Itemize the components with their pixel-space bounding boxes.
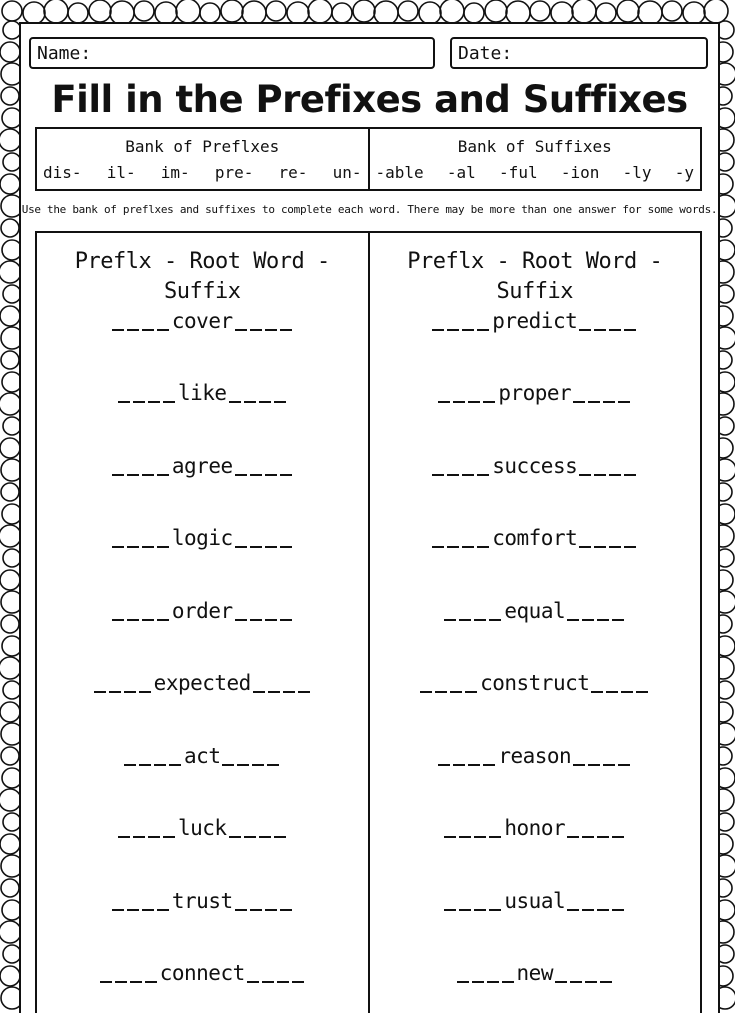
word-item <box>37 742 368 770</box>
root-word: expected <box>153 671 251 695</box>
suffix-blank[interactable] <box>235 619 293 621</box>
word-item <box>370 597 701 625</box>
suffix-item: -ion <box>560 163 600 182</box>
word-item <box>370 887 701 915</box>
word-item <box>37 379 368 407</box>
name-label: Name: <box>37 43 92 64</box>
suffix-item: -y <box>674 163 694 182</box>
word-item <box>37 814 368 842</box>
suffix-blank[interactable] <box>253 691 311 693</box>
prefix-blank[interactable] <box>124 764 182 766</box>
prefix-blank[interactable] <box>444 909 502 911</box>
suffix-blank[interactable] <box>229 401 287 403</box>
prefix-bank-items <box>43 163 362 183</box>
word-item <box>370 379 701 407</box>
instructions: Use the bank of preflxes and suffixes to complete each word. There may be more than one answer for some words. <box>21 203 718 216</box>
prefix-blank[interactable] <box>112 909 170 911</box>
suffix-blank[interactable] <box>235 909 293 911</box>
suffix-blank[interactable] <box>222 764 280 766</box>
suffix-blank[interactable] <box>591 691 649 693</box>
root-word: equal <box>504 599 566 623</box>
word-item <box>37 307 368 335</box>
root-word: order <box>171 599 233 623</box>
root-word: like <box>177 381 227 405</box>
prefix-blank[interactable] <box>432 329 490 331</box>
prefix-blank[interactable] <box>112 329 170 331</box>
suffix-bank-heading: Bank of Suffixes <box>457 137 612 156</box>
root-word: agree <box>171 454 233 478</box>
suffix-bank <box>368 129 701 189</box>
word-item <box>37 887 368 915</box>
prefix-blank[interactable] <box>118 401 176 403</box>
word-item <box>37 959 368 987</box>
prefix-blank[interactable] <box>420 691 478 693</box>
suffix-blank[interactable] <box>229 836 287 838</box>
prefix-blank[interactable] <box>112 546 170 548</box>
prefix-item: re- <box>278 163 308 182</box>
word-item <box>370 959 701 987</box>
word-item <box>370 452 701 480</box>
suffix-blank[interactable] <box>235 329 293 331</box>
root-word: cover <box>171 309 233 333</box>
word-item <box>37 452 368 480</box>
suffix-blank[interactable] <box>579 474 637 476</box>
word-item <box>370 524 701 552</box>
word-item <box>370 669 701 697</box>
root-word: honor <box>504 816 566 840</box>
root-word: logic <box>171 526 233 550</box>
root-word: act <box>184 744 221 768</box>
root-word: connect <box>159 961 245 985</box>
prefix-blank[interactable] <box>94 691 152 693</box>
suffix-bank-items <box>376 163 695 183</box>
word-item <box>37 669 368 697</box>
root-word: luck <box>177 816 227 840</box>
suffix-blank[interactable] <box>579 546 637 548</box>
root-word: trust <box>171 889 233 913</box>
root-word: reason <box>498 744 572 768</box>
prefix-item: pre- <box>214 163 254 182</box>
prefix-blank[interactable] <box>432 546 490 548</box>
root-word: usual <box>504 889 566 913</box>
suffix-blank[interactable] <box>247 981 305 983</box>
prefix-item: dis- <box>43 163 82 182</box>
suffix-blank[interactable] <box>567 836 625 838</box>
suffix-item: -al <box>446 163 476 182</box>
date-label: Date: <box>458 43 513 64</box>
suffix-blank[interactable] <box>567 909 625 911</box>
right-column-heading: Preflx - Root Word - Suffix <box>407 249 663 304</box>
prefix-blank[interactable] <box>112 474 170 476</box>
prefix-bank-heading: Bank of Preflxes <box>125 137 280 156</box>
prefix-blank[interactable] <box>444 619 502 621</box>
root-word: new <box>516 961 553 985</box>
root-word: construct <box>480 671 590 695</box>
suffix-blank[interactable] <box>555 981 613 983</box>
suffix-blank[interactable] <box>579 329 637 331</box>
name-field[interactable] <box>29 37 435 69</box>
right-column <box>368 233 701 1013</box>
word-item <box>370 814 701 842</box>
prefix-blank[interactable] <box>100 981 158 983</box>
prefix-item: im- <box>160 163 190 182</box>
suffix-blank[interactable] <box>567 619 625 621</box>
prefix-item: il- <box>106 163 136 182</box>
date-field[interactable] <box>450 37 708 69</box>
left-column-heading: Preflx - Root Word - Suffix <box>74 249 330 304</box>
suffix-blank[interactable] <box>573 401 631 403</box>
page-title: Fill in the Prefixes and Suffixes <box>51 78 688 121</box>
root-word: proper <box>498 381 572 405</box>
prefix-blank[interactable] <box>438 401 496 403</box>
prefix-blank[interactable] <box>432 474 490 476</box>
suffix-item: -ly <box>622 163 652 182</box>
prefix-blank[interactable] <box>112 619 170 621</box>
root-word: predict <box>492 309 578 333</box>
suffix-blank[interactable] <box>235 546 293 548</box>
word-bank <box>35 127 702 191</box>
root-word: comfort <box>492 526 578 550</box>
prefix-item: un- <box>332 163 362 182</box>
prefix-blank[interactable] <box>118 836 176 838</box>
suffix-blank[interactable] <box>235 474 293 476</box>
suffix-item: -ful <box>499 163 538 182</box>
root-word: success <box>492 454 578 478</box>
word-item <box>370 742 701 770</box>
prefix-blank[interactable] <box>438 764 496 766</box>
suffix-blank[interactable] <box>573 764 631 766</box>
prefix-blank[interactable] <box>457 981 515 983</box>
suffix-item: -able <box>375 163 424 182</box>
prefix-blank[interactable] <box>444 836 502 838</box>
word-item <box>37 524 368 552</box>
exercise-grid <box>35 231 702 1013</box>
word-item <box>37 597 368 625</box>
prefix-bank <box>37 129 368 189</box>
worksheet <box>19 22 720 1013</box>
word-item <box>370 307 701 335</box>
left-column <box>37 233 368 1013</box>
